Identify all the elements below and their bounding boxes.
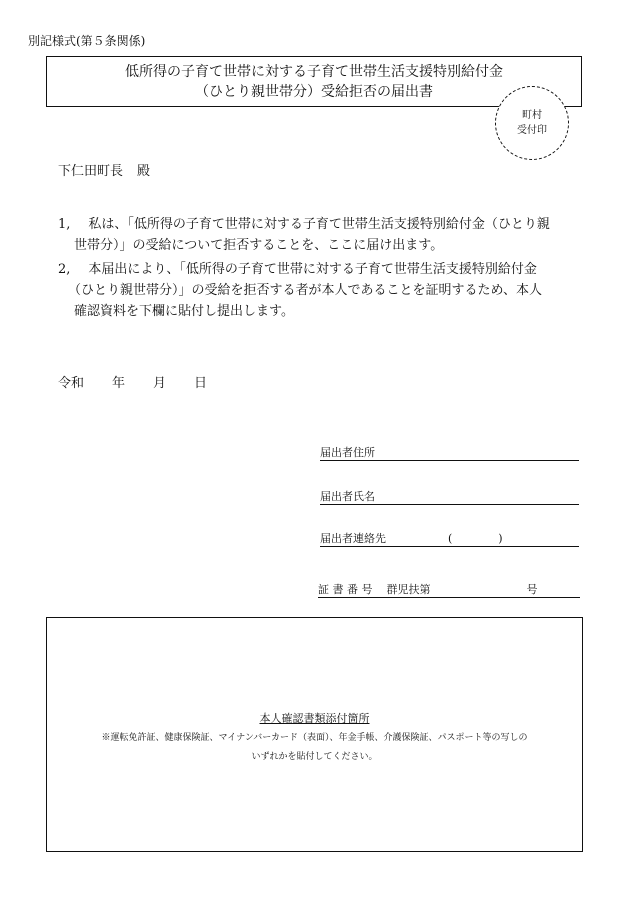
- date-era: 令和: [58, 376, 85, 391]
- paragraph-1-text-1: 私は、「低所得の子育て世帯に対する子育て世帯生活支援特別給付金（ひとり親: [88, 217, 550, 232]
- date-day: 日: [194, 376, 208, 391]
- reception-stamp-circle: [495, 86, 569, 160]
- date-month: 月: [153, 376, 167, 391]
- certificate-number-field[interactable]: [318, 583, 580, 598]
- applicant-address-label: 届出者住所: [320, 446, 375, 459]
- attachment-title: 本人確認書類添付箇所: [259, 712, 370, 725]
- attachment-note-line-1: ※運転免許証、健康保険証、マイナンバーカード（表面）、年金手帳、介護保険証、パスポート等の写しの: [101, 733, 528, 743]
- applicant-name-field[interactable]: [320, 490, 579, 505]
- addressee-name: 下仁田町長: [58, 164, 124, 179]
- title-box: [46, 56, 582, 107]
- paragraph-2-line-3: 確認資料を下欄に貼付し提出します。: [74, 304, 294, 319]
- date-year: 年: [112, 376, 126, 391]
- title-line-1: 低所得の子育て世帯に対する子育て世帯生活支援特別給付金: [125, 63, 503, 80]
- addressee-honorific: 殿: [137, 164, 151, 179]
- applicant-contact-label: 届出者連絡先: [320, 532, 386, 545]
- id-attachment-area[interactable]: [46, 617, 583, 852]
- attachment-note: [47, 729, 582, 767]
- paragraph-2-line-2: （ひとり親世帯分）」の受給を拒否する者が本人であることを証明するため、本人: [68, 283, 542, 298]
- stamp-line-2: 受付印: [517, 125, 547, 136]
- paragraph-2-number: 2,: [58, 262, 71, 277]
- certificate-prefix: 群児扶第: [386, 583, 431, 596]
- certificate-label: 証 書 番 号: [318, 583, 373, 596]
- date-line: [58, 372, 207, 391]
- contact-paren-close: ): [498, 532, 503, 545]
- paragraph-2: [58, 259, 580, 322]
- applicant-contact-field[interactable]: [320, 532, 579, 547]
- form-reference: 別記様式(第５条関係): [28, 34, 146, 48]
- certificate-suffix: 号: [526, 583, 538, 596]
- addressee: [58, 160, 150, 179]
- contact-paren-open: (: [448, 532, 453, 545]
- paragraph-1-line-1: [58, 214, 578, 235]
- paragraph-1-number: 1,: [58, 217, 71, 232]
- title-line-2: （ひとり親世帯分）受給拒否の届出書: [195, 83, 433, 100]
- stamp-line-1: 町村: [522, 110, 542, 121]
- paragraph-2-text-1: 本届出により、「低所得の子育て世帯に対する子育て世帯生活支援特別給付金: [88, 262, 537, 277]
- applicant-address-field[interactable]: [320, 446, 579, 461]
- paragraph-1: [58, 214, 578, 256]
- paragraph-2-line-1: [58, 259, 580, 280]
- applicant-name-label: 届出者氏名: [320, 490, 375, 503]
- attachment-note-line-2: いずれかを貼付してください。: [251, 752, 378, 762]
- paragraph-1-line-2: 世帯分）」の受給について拒否することを、ここに届け出ます。: [74, 238, 444, 253]
